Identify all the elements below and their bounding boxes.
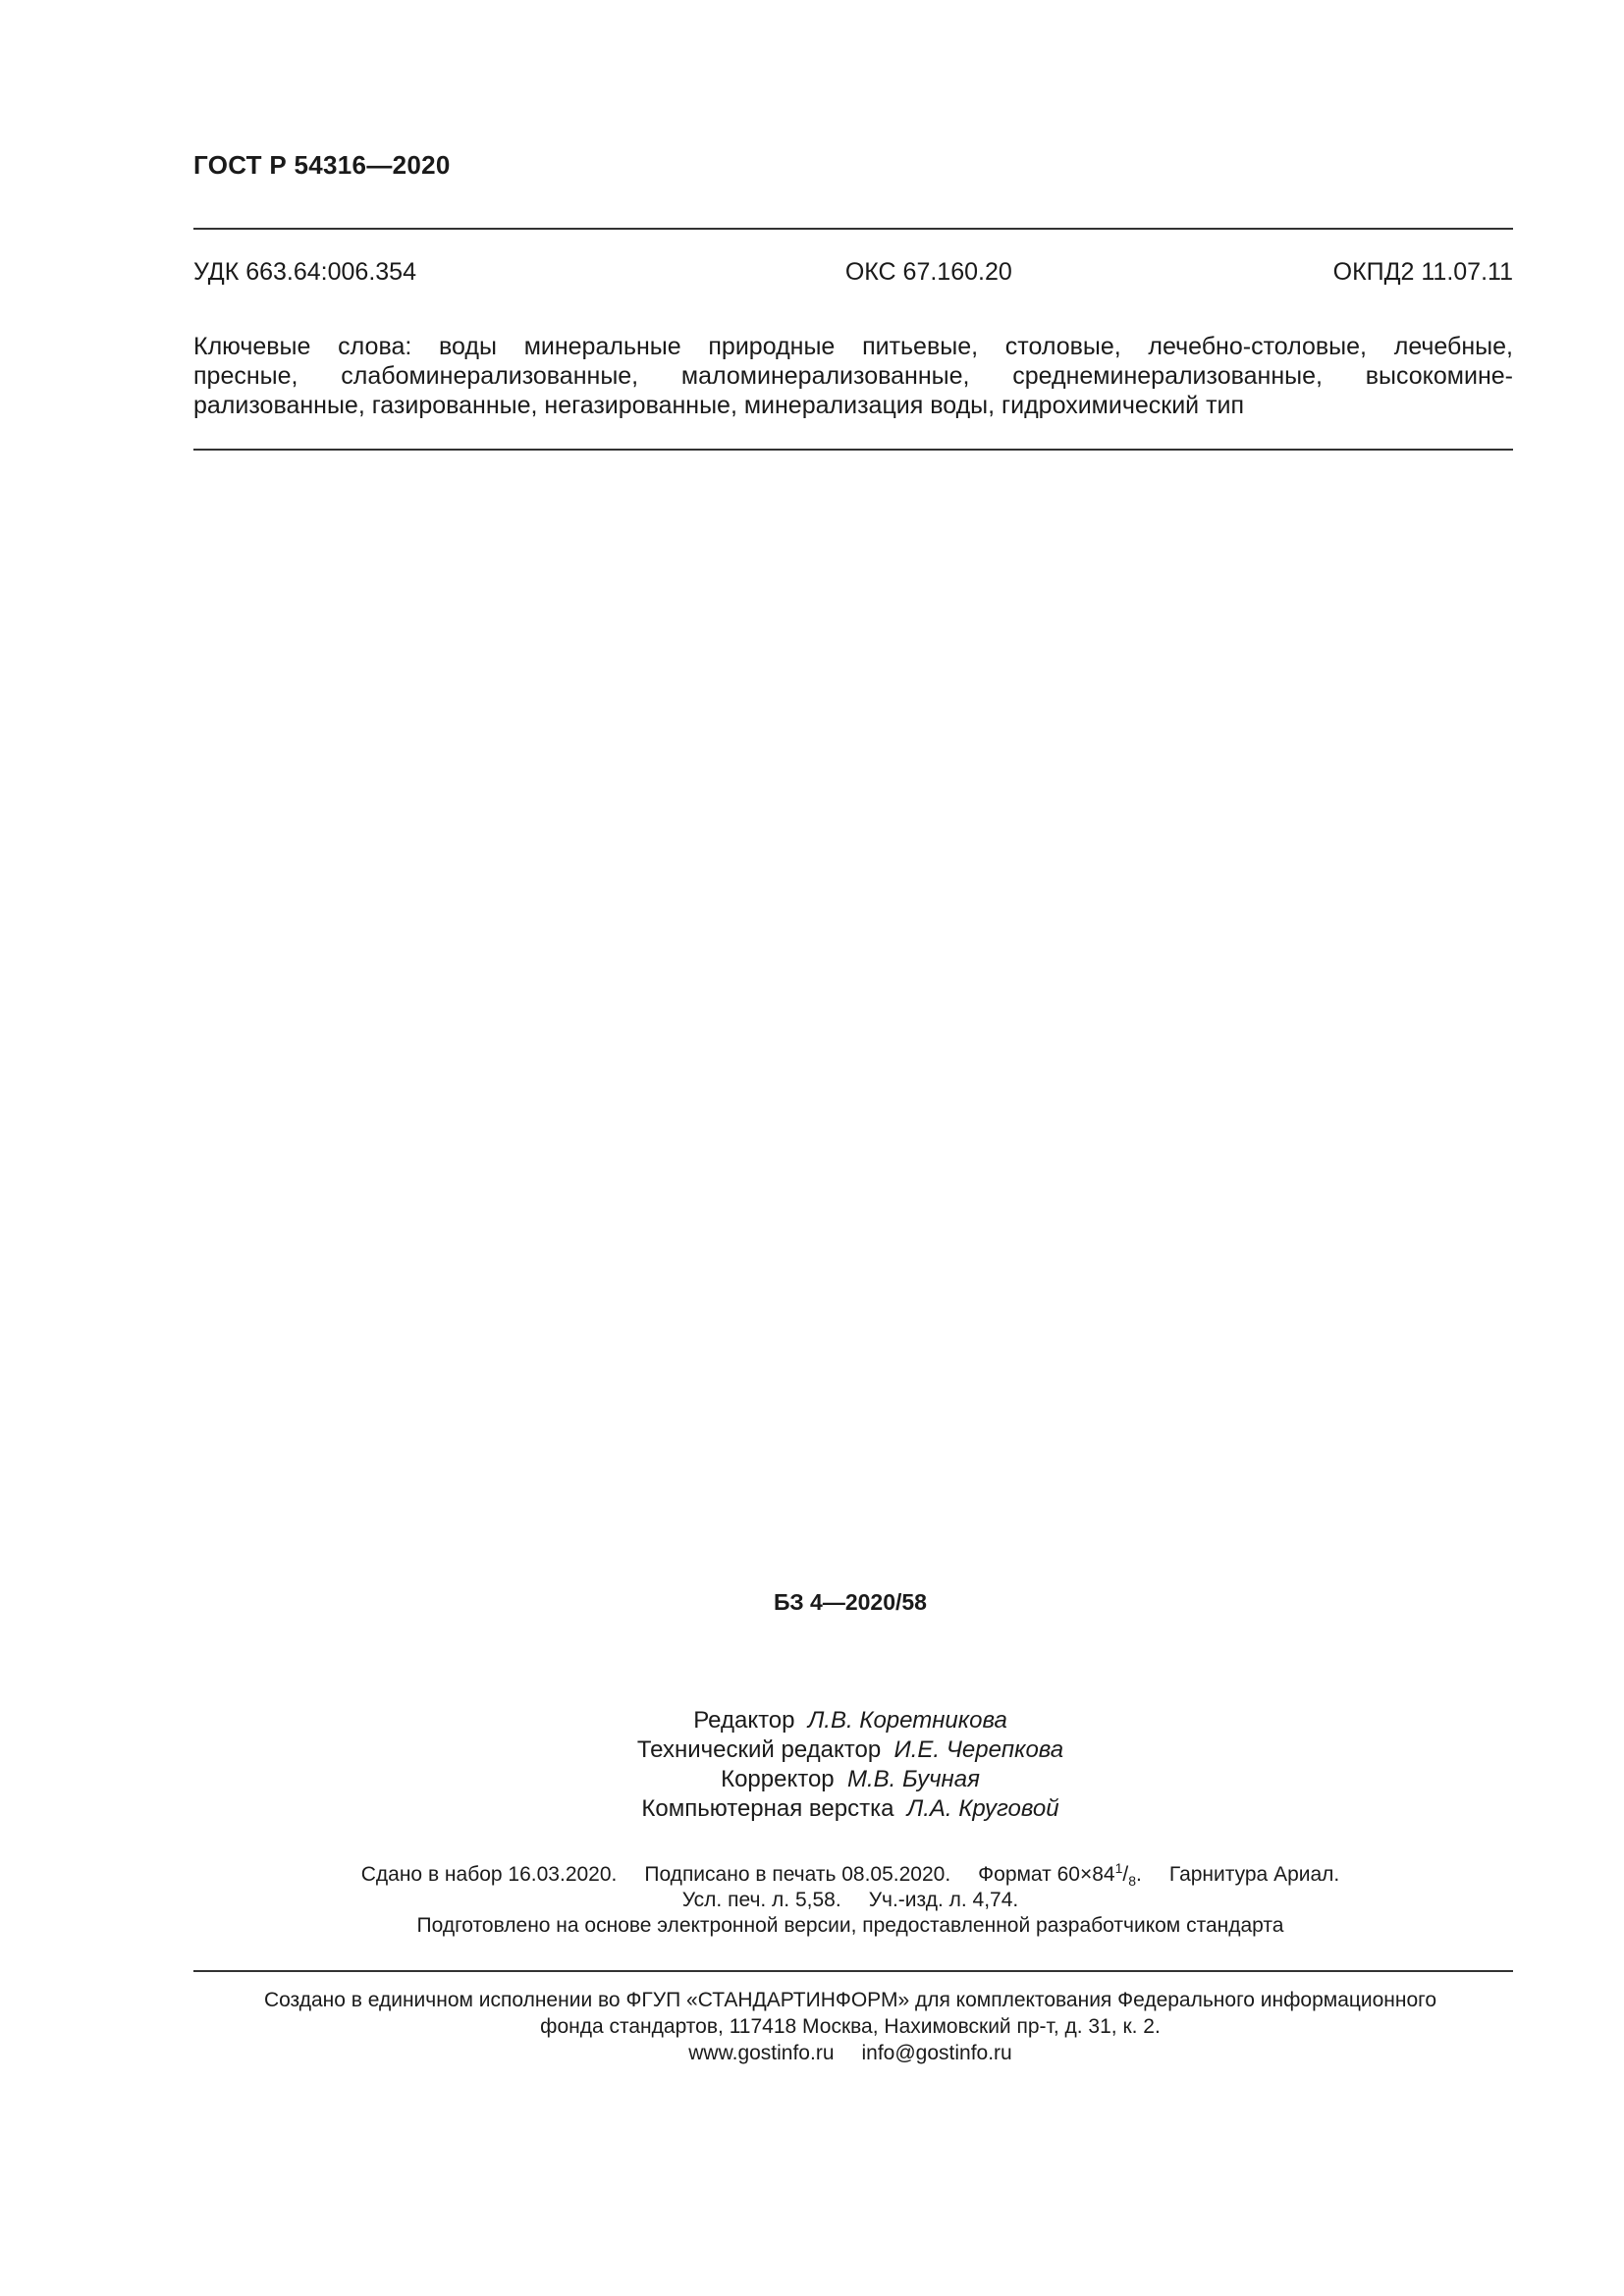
standard-id-header: ГОСТ Р 54316—2020 [193,150,451,180]
oks-code: ОКС 67.160.20 [844,258,1012,286]
top-divider [193,228,1513,230]
keywords-line: рализованные, газированные, негазированные, минерализация воды, гидрохимический тип [193,392,1245,419]
okpd-code: ОКПД2 11.07.11 [1332,258,1513,286]
staff-credits [0,1706,1624,1824]
imprint-line-1: Сдано в набор 16.03.2020. Подписано в печать 08.05.2020. Формат $60\times 84^1/_8$. Гарнитура Ариал. [360,1860,1340,1890]
imprint-line-3: Подготовлено на основе электронной версии, предоставленной разработчиком стандарта [416,1914,1284,1937]
email-link[interactable]: info@gostinfo.ru [861,2042,1012,2064]
bz-number: БЗ 4—2020/58 [774,1589,927,1615]
publisher-line-2: фонда стандартов, 117418 Москва, Нахимовский пр-т, д. 31, к. 2. [540,2015,1161,2038]
website-link[interactable]: www.gostinfo.ru [688,2042,835,2064]
keywords-line: Ключевые слова: воды минеральные природные питьевые, столовые, лечебно-столовые, лечебные, [193,333,1513,360]
staff-editor: Редактор Л.В. Коретникова [693,1707,1007,1734]
publisher-block [0,1987,1624,2066]
imprint-divider [193,1970,1513,1972]
keywords-block [193,332,1513,420]
udk-code: УДК 663.64:006.354 [193,258,416,286]
publisher-contacts [0,2040,1624,2066]
keywords-divider [193,449,1513,451]
classification-row [193,258,1513,287]
staff-layout: Компьютерная верстка Л.А. Круговой [641,1795,1059,1822]
imprint-block [0,1862,1624,1939]
imprint-line-2: Усл. печ. л. 5,58. Уч.-изд. л. 4,74. [681,1889,1019,1911]
publisher-line-1: Создано в единичном исполнении во ФГУП «СТАНДАРТИНФОРМ» для комплектования Федерального информационного [263,1989,1437,2011]
staff-tech-editor: Технический редактор И.Е. Черепкова [636,1736,1064,1763]
format-info: Формат $60\times 84^1/_8$. [978,1860,1142,1890]
staff-proofreader: Корректор М.В. Бучная [721,1766,980,1792]
keywords-line: пресные, слабоминерализованные, маломинерализованные, среднеминерализованные, высокомине- [193,362,1513,390]
